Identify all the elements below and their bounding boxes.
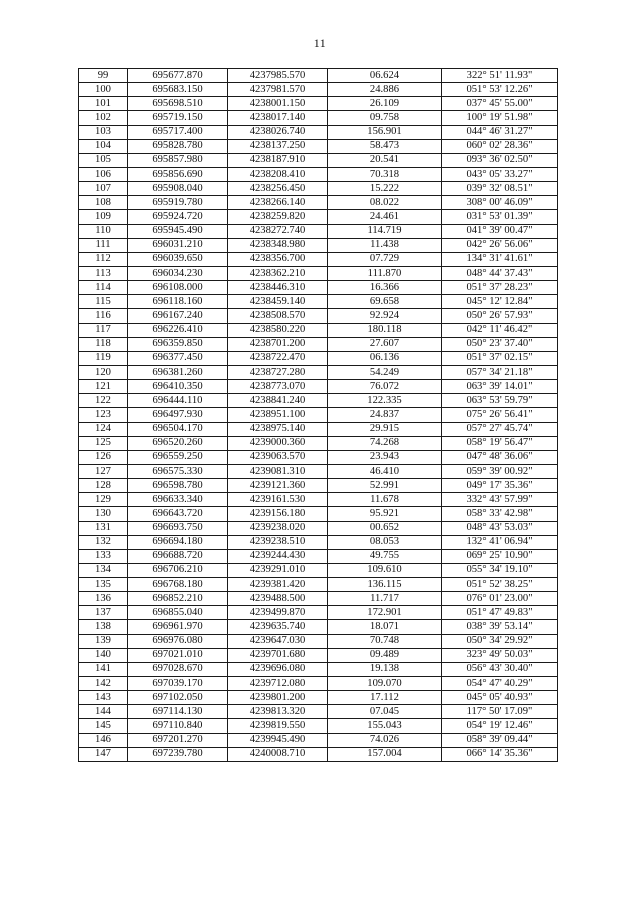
distance-cell: 26.109 bbox=[328, 97, 442, 111]
y-coordinate-cell: 4238773.070 bbox=[228, 380, 328, 394]
distance-cell: 11.678 bbox=[328, 493, 442, 507]
table-row bbox=[79, 691, 558, 705]
y-coordinate-cell: 4239121.360 bbox=[228, 479, 328, 493]
table-row bbox=[79, 182, 558, 196]
point-number-cell: 143 bbox=[79, 691, 128, 705]
table-row bbox=[79, 620, 558, 634]
x-coordinate-cell: 695945.490 bbox=[128, 224, 228, 238]
point-number-cell: 146 bbox=[79, 733, 128, 747]
distance-cell: 109.070 bbox=[328, 677, 442, 691]
distance-cell: 114.719 bbox=[328, 224, 442, 238]
y-coordinate-cell: 4239712.080 bbox=[228, 677, 328, 691]
bearing-cell: 132° 41' 06.94" bbox=[442, 535, 558, 549]
y-coordinate-cell: 4238580.220 bbox=[228, 323, 328, 337]
point-number-cell: 126 bbox=[79, 450, 128, 464]
table-row bbox=[79, 309, 558, 323]
distance-cell: 74.268 bbox=[328, 436, 442, 450]
bearing-cell: 054° 47' 40.29" bbox=[442, 677, 558, 691]
y-coordinate-cell: 4238001.150 bbox=[228, 97, 328, 111]
bearing-cell: 045° 05' 40.93" bbox=[442, 691, 558, 705]
y-coordinate-cell: 4239161.530 bbox=[228, 493, 328, 507]
y-coordinate-cell: 4238137.250 bbox=[228, 139, 328, 153]
distance-cell: 111.870 bbox=[328, 266, 442, 280]
point-number-cell: 137 bbox=[79, 606, 128, 620]
y-coordinate-cell: 4239381.420 bbox=[228, 578, 328, 592]
x-coordinate-cell: 695924.720 bbox=[128, 210, 228, 224]
bearing-cell: 057° 34' 21.18" bbox=[442, 365, 558, 379]
y-coordinate-cell: 4238187.910 bbox=[228, 153, 328, 167]
table-row bbox=[79, 281, 558, 295]
x-coordinate-cell: 696444.110 bbox=[128, 394, 228, 408]
table-row bbox=[79, 719, 558, 733]
distance-cell: 70.318 bbox=[328, 167, 442, 181]
bearing-cell: 048° 43' 53.03" bbox=[442, 521, 558, 535]
x-coordinate-cell: 696226.410 bbox=[128, 323, 228, 337]
distance-cell: 49.755 bbox=[328, 549, 442, 563]
distance-cell: 180.118 bbox=[328, 323, 442, 337]
y-coordinate-cell: 4238208.410 bbox=[228, 167, 328, 181]
table-row bbox=[79, 733, 558, 747]
distance-cell: 109.610 bbox=[328, 563, 442, 577]
y-coordinate-cell: 4239635.740 bbox=[228, 620, 328, 634]
point-number-cell: 116 bbox=[79, 309, 128, 323]
y-coordinate-cell: 4239156.180 bbox=[228, 507, 328, 521]
y-coordinate-cell: 4238975.140 bbox=[228, 422, 328, 436]
x-coordinate-cell: 695719.150 bbox=[128, 111, 228, 125]
distance-cell: 06.624 bbox=[328, 69, 442, 83]
x-coordinate-cell: 697239.780 bbox=[128, 747, 228, 761]
bearing-cell: 060° 02' 28.36" bbox=[442, 139, 558, 153]
table-row bbox=[79, 549, 558, 563]
x-coordinate-cell: 696693.750 bbox=[128, 521, 228, 535]
table-row bbox=[79, 634, 558, 648]
bearing-cell: 058° 19' 56.47" bbox=[442, 436, 558, 450]
y-coordinate-cell: 4238701.200 bbox=[228, 337, 328, 351]
bearing-cell: 037° 45' 55.00" bbox=[442, 97, 558, 111]
point-number-cell: 115 bbox=[79, 295, 128, 309]
point-number-cell: 104 bbox=[79, 139, 128, 153]
x-coordinate-cell: 695717.400 bbox=[128, 125, 228, 139]
y-coordinate-cell: 4239819.550 bbox=[228, 719, 328, 733]
table-row bbox=[79, 139, 558, 153]
coordinates-table-body bbox=[79, 69, 558, 762]
distance-cell: 92.924 bbox=[328, 309, 442, 323]
x-coordinate-cell: 697110.840 bbox=[128, 719, 228, 733]
table-row bbox=[79, 662, 558, 676]
bearing-cell: 063° 53' 59.79" bbox=[442, 394, 558, 408]
point-number-cell: 133 bbox=[79, 549, 128, 563]
point-number-cell: 109 bbox=[79, 210, 128, 224]
x-coordinate-cell: 696118.160 bbox=[128, 295, 228, 309]
table-row bbox=[79, 224, 558, 238]
table-row bbox=[79, 295, 558, 309]
bearing-cell: 051° 37' 28.23" bbox=[442, 281, 558, 295]
point-number-cell: 130 bbox=[79, 507, 128, 521]
table-row bbox=[79, 83, 558, 97]
point-number-cell: 99 bbox=[79, 69, 128, 83]
distance-cell: 09.489 bbox=[328, 648, 442, 662]
distance-cell: 11.717 bbox=[328, 592, 442, 606]
y-coordinate-cell: 4239813.320 bbox=[228, 705, 328, 719]
bearing-cell: 058° 33' 42.98" bbox=[442, 507, 558, 521]
table-row bbox=[79, 648, 558, 662]
point-number-cell: 141 bbox=[79, 662, 128, 676]
point-number-cell: 113 bbox=[79, 266, 128, 280]
bearing-cell: 051° 53' 12.26" bbox=[442, 83, 558, 97]
distance-cell: 07.045 bbox=[328, 705, 442, 719]
y-coordinate-cell: 4239488.500 bbox=[228, 592, 328, 606]
table-row bbox=[79, 153, 558, 167]
point-number-cell: 125 bbox=[79, 436, 128, 450]
table-row bbox=[79, 479, 558, 493]
distance-cell: 122.335 bbox=[328, 394, 442, 408]
x-coordinate-cell: 696504.170 bbox=[128, 422, 228, 436]
point-number-cell: 112 bbox=[79, 252, 128, 266]
y-coordinate-cell: 4238259.820 bbox=[228, 210, 328, 224]
table-row bbox=[79, 97, 558, 111]
y-coordinate-cell: 4238017.140 bbox=[228, 111, 328, 125]
y-coordinate-cell: 4239238.510 bbox=[228, 535, 328, 549]
bearing-cell: 031° 53' 01.39" bbox=[442, 210, 558, 224]
table-row bbox=[79, 380, 558, 394]
x-coordinate-cell: 696643.720 bbox=[128, 507, 228, 521]
distance-cell: 23.943 bbox=[328, 450, 442, 464]
table-row bbox=[79, 210, 558, 224]
bearing-cell: 047° 48' 36.06" bbox=[442, 450, 558, 464]
bearing-cell: 323° 49' 50.03" bbox=[442, 648, 558, 662]
table-row bbox=[79, 394, 558, 408]
bearing-cell: 332° 43' 57.99" bbox=[442, 493, 558, 507]
table-row bbox=[79, 747, 558, 761]
x-coordinate-cell: 696598.780 bbox=[128, 479, 228, 493]
distance-cell: 07.729 bbox=[328, 252, 442, 266]
distance-cell: 24.886 bbox=[328, 83, 442, 97]
distance-cell: 76.072 bbox=[328, 380, 442, 394]
y-coordinate-cell: 4239244.430 bbox=[228, 549, 328, 563]
distance-cell: 157.004 bbox=[328, 747, 442, 761]
point-number-cell: 134 bbox=[79, 563, 128, 577]
distance-cell: 17.112 bbox=[328, 691, 442, 705]
y-coordinate-cell: 4238727.280 bbox=[228, 365, 328, 379]
x-coordinate-cell: 696031.210 bbox=[128, 238, 228, 252]
y-coordinate-cell: 4239291.010 bbox=[228, 563, 328, 577]
bearing-cell: 042° 26' 56.06" bbox=[442, 238, 558, 252]
bearing-cell: 041° 39' 00.47" bbox=[442, 224, 558, 238]
x-coordinate-cell: 696359.850 bbox=[128, 337, 228, 351]
y-coordinate-cell: 4239945.490 bbox=[228, 733, 328, 747]
point-number-cell: 132 bbox=[79, 535, 128, 549]
table-row bbox=[79, 521, 558, 535]
table-row bbox=[79, 111, 558, 125]
y-coordinate-cell: 4238272.740 bbox=[228, 224, 328, 238]
x-coordinate-cell: 696559.250 bbox=[128, 450, 228, 464]
x-coordinate-cell: 696497.930 bbox=[128, 408, 228, 422]
bearing-cell: 117° 50' 17.09" bbox=[442, 705, 558, 719]
x-coordinate-cell: 696039.650 bbox=[128, 252, 228, 266]
x-coordinate-cell: 696108.000 bbox=[128, 281, 228, 295]
point-number-cell: 120 bbox=[79, 365, 128, 379]
point-number-cell: 103 bbox=[79, 125, 128, 139]
point-number-cell: 123 bbox=[79, 408, 128, 422]
y-coordinate-cell: 4238256.450 bbox=[228, 182, 328, 196]
y-coordinate-cell: 4238446.310 bbox=[228, 281, 328, 295]
point-number-cell: 102 bbox=[79, 111, 128, 125]
distance-cell: 58.473 bbox=[328, 139, 442, 153]
bearing-cell: 051° 37' 02.15" bbox=[442, 351, 558, 365]
table-row bbox=[79, 705, 558, 719]
x-coordinate-cell: 697114.130 bbox=[128, 705, 228, 719]
bearing-cell: 042° 11' 46.42" bbox=[442, 323, 558, 337]
y-coordinate-cell: 4238459.140 bbox=[228, 295, 328, 309]
bearing-cell: 066° 14' 35.36" bbox=[442, 747, 558, 761]
distance-cell: 95.921 bbox=[328, 507, 442, 521]
bearing-cell: 044° 46' 31.27" bbox=[442, 125, 558, 139]
bearing-cell: 050° 23' 37.40" bbox=[442, 337, 558, 351]
x-coordinate-cell: 696377.450 bbox=[128, 351, 228, 365]
distance-cell: 136.115 bbox=[328, 578, 442, 592]
point-number-cell: 144 bbox=[79, 705, 128, 719]
table-row bbox=[79, 252, 558, 266]
distance-cell: 24.837 bbox=[328, 408, 442, 422]
table-row bbox=[79, 351, 558, 365]
bearing-cell: 039° 32' 08.51" bbox=[442, 182, 558, 196]
y-coordinate-cell: 4238951.100 bbox=[228, 408, 328, 422]
x-coordinate-cell: 696688.720 bbox=[128, 549, 228, 563]
distance-cell: 19.138 bbox=[328, 662, 442, 676]
distance-cell: 11.438 bbox=[328, 238, 442, 252]
bearing-cell: 322° 51' 11.93" bbox=[442, 69, 558, 83]
x-coordinate-cell: 696034.230 bbox=[128, 266, 228, 280]
distance-cell: 08.022 bbox=[328, 196, 442, 210]
bearing-cell: 100° 19' 51.98" bbox=[442, 111, 558, 125]
bearing-cell: 093° 36' 02.50" bbox=[442, 153, 558, 167]
x-coordinate-cell: 695857.980 bbox=[128, 153, 228, 167]
distance-cell: 18.071 bbox=[328, 620, 442, 634]
y-coordinate-cell: 4239238.020 bbox=[228, 521, 328, 535]
distance-cell: 74.026 bbox=[328, 733, 442, 747]
distance-cell: 00.652 bbox=[328, 521, 442, 535]
table-row bbox=[79, 677, 558, 691]
point-number-cell: 138 bbox=[79, 620, 128, 634]
bearing-cell: 076° 01' 23.00" bbox=[442, 592, 558, 606]
point-number-cell: 108 bbox=[79, 196, 128, 210]
y-coordinate-cell: 4238266.140 bbox=[228, 196, 328, 210]
point-number-cell: 122 bbox=[79, 394, 128, 408]
table-row bbox=[79, 266, 558, 280]
bearing-cell: 059° 39' 00.92" bbox=[442, 464, 558, 478]
y-coordinate-cell: 4237981.570 bbox=[228, 83, 328, 97]
point-number-cell: 129 bbox=[79, 493, 128, 507]
table-row bbox=[79, 238, 558, 252]
point-number-cell: 139 bbox=[79, 634, 128, 648]
table-row bbox=[79, 167, 558, 181]
table-row bbox=[79, 422, 558, 436]
x-coordinate-cell: 696410.350 bbox=[128, 380, 228, 394]
bearing-cell: 050° 26' 57.93" bbox=[442, 309, 558, 323]
point-number-cell: 135 bbox=[79, 578, 128, 592]
x-coordinate-cell: 697039.170 bbox=[128, 677, 228, 691]
x-coordinate-cell: 697102.050 bbox=[128, 691, 228, 705]
point-number-cell: 147 bbox=[79, 747, 128, 761]
page-number: 11 bbox=[313, 36, 327, 50]
x-coordinate-cell: 695828.780 bbox=[128, 139, 228, 153]
distance-cell: 46.410 bbox=[328, 464, 442, 478]
table-row bbox=[79, 606, 558, 620]
point-number-cell: 111 bbox=[79, 238, 128, 252]
x-coordinate-cell: 697028.670 bbox=[128, 662, 228, 676]
point-number-cell: 140 bbox=[79, 648, 128, 662]
distance-cell: 08.053 bbox=[328, 535, 442, 549]
y-coordinate-cell: 4239499.870 bbox=[228, 606, 328, 620]
bearing-cell: 038° 39' 53.14" bbox=[442, 620, 558, 634]
distance-cell: 15.222 bbox=[328, 182, 442, 196]
y-coordinate-cell: 4240008.710 bbox=[228, 747, 328, 761]
point-number-cell: 100 bbox=[79, 83, 128, 97]
x-coordinate-cell: 696381.260 bbox=[128, 365, 228, 379]
x-coordinate-cell: 696575.330 bbox=[128, 464, 228, 478]
point-number-cell: 117 bbox=[79, 323, 128, 337]
x-coordinate-cell: 696694.180 bbox=[128, 535, 228, 549]
table-row bbox=[79, 450, 558, 464]
y-coordinate-cell: 4239696.080 bbox=[228, 662, 328, 676]
table-row bbox=[79, 337, 558, 351]
bearing-cell: 134° 31' 41.61" bbox=[442, 252, 558, 266]
table-row bbox=[79, 323, 558, 337]
distance-cell: 24.461 bbox=[328, 210, 442, 224]
y-coordinate-cell: 4238362.210 bbox=[228, 266, 328, 280]
bearing-cell: 057° 27' 45.74" bbox=[442, 422, 558, 436]
y-coordinate-cell: 4239647.030 bbox=[228, 634, 328, 648]
y-coordinate-cell: 4238356.700 bbox=[228, 252, 328, 266]
point-number-cell: 105 bbox=[79, 153, 128, 167]
bearing-cell: 058° 39' 09.44" bbox=[442, 733, 558, 747]
bearing-cell: 055° 34' 19.10" bbox=[442, 563, 558, 577]
distance-cell: 27.607 bbox=[328, 337, 442, 351]
x-coordinate-cell: 696633.340 bbox=[128, 493, 228, 507]
table-row bbox=[79, 535, 558, 549]
x-coordinate-cell: 696520.260 bbox=[128, 436, 228, 450]
bearing-cell: 051° 47' 49.83" bbox=[442, 606, 558, 620]
x-coordinate-cell: 695856.690 bbox=[128, 167, 228, 181]
bearing-cell: 051° 52' 38.25" bbox=[442, 578, 558, 592]
x-coordinate-cell: 695908.040 bbox=[128, 182, 228, 196]
distance-cell: 54.249 bbox=[328, 365, 442, 379]
bearing-cell: 049° 17' 35.36" bbox=[442, 479, 558, 493]
distance-cell: 29.915 bbox=[328, 422, 442, 436]
bearing-cell: 069° 25' 10.90" bbox=[442, 549, 558, 563]
point-number-cell: 118 bbox=[79, 337, 128, 351]
table-row bbox=[79, 436, 558, 450]
y-coordinate-cell: 4239801.200 bbox=[228, 691, 328, 705]
y-coordinate-cell: 4239063.570 bbox=[228, 450, 328, 464]
point-number-cell: 110 bbox=[79, 224, 128, 238]
point-number-cell: 128 bbox=[79, 479, 128, 493]
bearing-cell: 045° 12' 12.84" bbox=[442, 295, 558, 309]
point-number-cell: 101 bbox=[79, 97, 128, 111]
x-coordinate-cell: 696768.180 bbox=[128, 578, 228, 592]
point-number-cell: 145 bbox=[79, 719, 128, 733]
x-coordinate-cell: 696706.210 bbox=[128, 563, 228, 577]
y-coordinate-cell: 4237985.570 bbox=[228, 69, 328, 83]
bearing-cell: 050° 34' 29.92" bbox=[442, 634, 558, 648]
y-coordinate-cell: 4239701.680 bbox=[228, 648, 328, 662]
x-coordinate-cell: 696852.210 bbox=[128, 592, 228, 606]
y-coordinate-cell: 4238348.980 bbox=[228, 238, 328, 252]
distance-cell: 20.541 bbox=[328, 153, 442, 167]
point-number-cell: 107 bbox=[79, 182, 128, 196]
y-coordinate-cell: 4238722.470 bbox=[228, 351, 328, 365]
point-number-cell: 121 bbox=[79, 380, 128, 394]
distance-cell: 155.043 bbox=[328, 719, 442, 733]
bearing-cell: 054° 19' 12.46" bbox=[442, 719, 558, 733]
x-coordinate-cell: 697021.010 bbox=[128, 648, 228, 662]
bearing-cell: 308° 00' 46.09" bbox=[442, 196, 558, 210]
x-coordinate-cell: 696855.040 bbox=[128, 606, 228, 620]
distance-cell: 156.901 bbox=[328, 125, 442, 139]
distance-cell: 52.991 bbox=[328, 479, 442, 493]
x-coordinate-cell: 695698.510 bbox=[128, 97, 228, 111]
table-row bbox=[79, 196, 558, 210]
y-coordinate-cell: 4238508.570 bbox=[228, 309, 328, 323]
point-number-cell: 119 bbox=[79, 351, 128, 365]
point-number-cell: 114 bbox=[79, 281, 128, 295]
table-row bbox=[79, 69, 558, 83]
x-coordinate-cell: 695919.780 bbox=[128, 196, 228, 210]
distance-cell: 09.758 bbox=[328, 111, 442, 125]
distance-cell: 172.901 bbox=[328, 606, 442, 620]
bearing-cell: 056° 43' 30.40" bbox=[442, 662, 558, 676]
table-row bbox=[79, 592, 558, 606]
bearing-cell: 043° 05' 33.27" bbox=[442, 167, 558, 181]
x-coordinate-cell: 695677.870 bbox=[128, 69, 228, 83]
point-number-cell: 131 bbox=[79, 521, 128, 535]
bearing-cell: 075° 26' 56.41" bbox=[442, 408, 558, 422]
table-row bbox=[79, 365, 558, 379]
point-number-cell: 142 bbox=[79, 677, 128, 691]
coordinates-table bbox=[78, 68, 558, 762]
table-row bbox=[79, 493, 558, 507]
table-row bbox=[79, 408, 558, 422]
x-coordinate-cell: 696976.080 bbox=[128, 634, 228, 648]
bearing-cell: 063° 39' 14.01" bbox=[442, 380, 558, 394]
distance-cell: 06.136 bbox=[328, 351, 442, 365]
x-coordinate-cell: 696961.970 bbox=[128, 620, 228, 634]
bearing-cell: 048° 44' 37.43" bbox=[442, 266, 558, 280]
table-row bbox=[79, 578, 558, 592]
table-row bbox=[79, 464, 558, 478]
distance-cell: 70.748 bbox=[328, 634, 442, 648]
point-number-cell: 136 bbox=[79, 592, 128, 606]
point-number-cell: 124 bbox=[79, 422, 128, 436]
table-row bbox=[79, 563, 558, 577]
distance-cell: 69.658 bbox=[328, 295, 442, 309]
x-coordinate-cell: 695683.150 bbox=[128, 83, 228, 97]
table-row bbox=[79, 507, 558, 521]
y-coordinate-cell: 4238841.240 bbox=[228, 394, 328, 408]
y-coordinate-cell: 4239081.310 bbox=[228, 464, 328, 478]
x-coordinate-cell: 696167.240 bbox=[128, 309, 228, 323]
table-row bbox=[79, 125, 558, 139]
point-number-cell: 127 bbox=[79, 464, 128, 478]
x-coordinate-cell: 697201.270 bbox=[128, 733, 228, 747]
point-number-cell: 106 bbox=[79, 167, 128, 181]
distance-cell: 16.366 bbox=[328, 281, 442, 295]
y-coordinate-cell: 4238026.740 bbox=[228, 125, 328, 139]
y-coordinate-cell: 4239000.360 bbox=[228, 436, 328, 450]
